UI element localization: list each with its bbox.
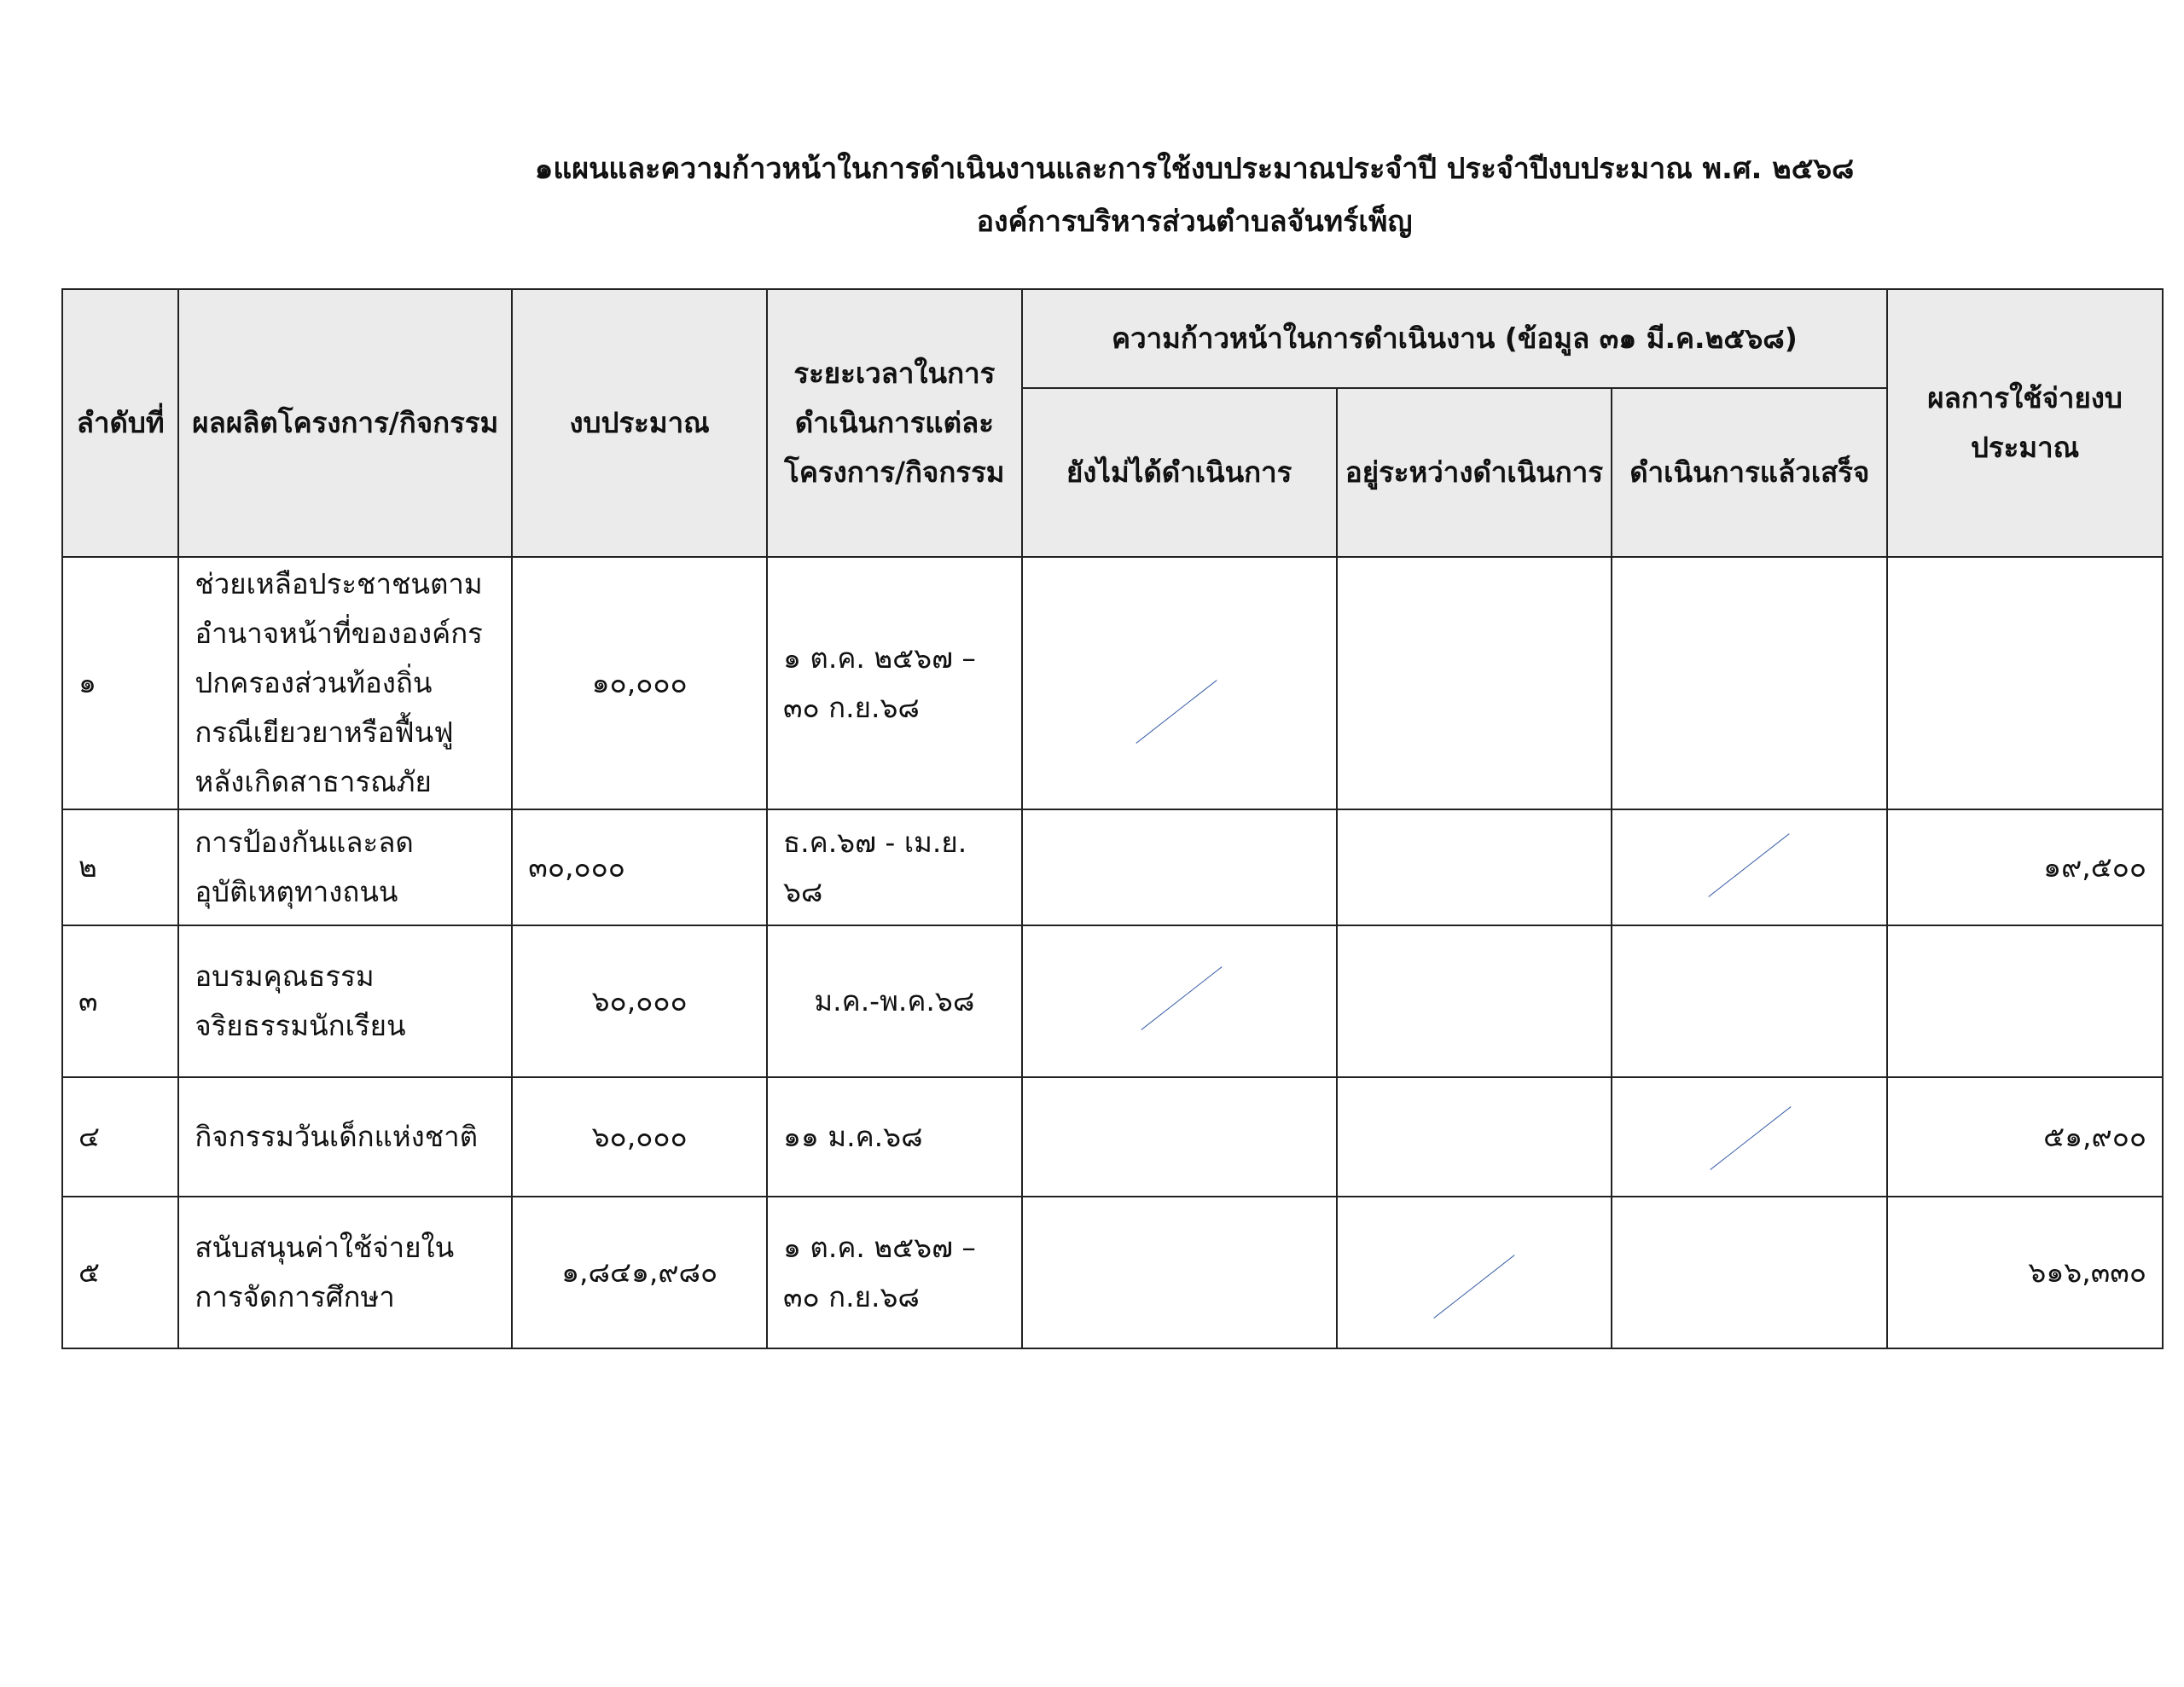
header-period: ระยะเวลาในการดำเนินการแต่ละโครงการ/กิจกรรม — [767, 289, 1022, 557]
header-project: ผลผลิตโครงการ/กิจกรรม — [178, 289, 512, 557]
status-completed-cell — [1612, 1077, 1887, 1197]
progress-table — [61, 288, 2164, 1349]
table-row — [62, 557, 2163, 809]
check-mark-icon — [1141, 966, 1222, 1030]
header-progress: ความก้าวหน้าในการดำเนินงาน (ข้อมูล ๓๑ มี.ค.๒๕๖๘) — [1022, 289, 1887, 388]
status-in-progress-cell — [1337, 809, 1612, 925]
document-title: ๑แผนและความก้าวหน้าในการดำเนินงานและการใช้งบประมาณประจำปี ประจำปีงบประมาณ พ.ศ. ๒๕๖๘ — [534, 152, 1855, 186]
row-order: ๓ — [62, 925, 178, 1077]
check-mark-icon — [1709, 833, 1790, 897]
table-row — [62, 1197, 2163, 1348]
row-spent: ๕๑,๙๐๐ — [1887, 1077, 2163, 1197]
status-in-progress-cell — [1337, 1197, 1612, 1348]
header-in-progress: อยู่ระหว่างดำเนินการ — [1337, 388, 1612, 557]
row-period: ม.ค.-พ.ค.๖๘ — [767, 925, 1022, 1077]
row-project: กิจกรรมวันเด็กแห่งชาติ — [178, 1077, 512, 1197]
status-not-started-cell — [1022, 809, 1337, 925]
status-completed-cell — [1612, 925, 1887, 1077]
header-completed: ดำเนินการแล้วเสร็จ — [1612, 388, 1887, 557]
row-spent — [1887, 925, 2163, 1077]
organization-name: องค์การบริหารส่วนตำบลจันทร์เพ็ญ — [976, 205, 1413, 239]
status-in-progress-cell — [1337, 925, 1612, 1077]
table-row — [62, 925, 2163, 1077]
row-spent — [1887, 557, 2163, 809]
status-not-started-cell — [1022, 557, 1337, 809]
row-period: ๑ ต.ค. ๒๕๖๗ – ๓๐ ก.ย.๖๘ — [767, 557, 1022, 809]
check-mark-icon — [1136, 680, 1217, 744]
row-order: ๕ — [62, 1197, 178, 1348]
row-project: ช่วยเหลือประชาชนตามอำนาจหน้าที่ขององค์กรปกครองส่วนท้องถิ่น กรณีเยียวยาหรือฟื้นฟูหลังเกิดสาธารณภัย — [178, 557, 512, 809]
header-order: ลำดับที่ — [62, 289, 178, 557]
row-order: ๑ — [62, 557, 178, 809]
status-in-progress-cell — [1337, 1077, 1612, 1197]
table-row — [62, 1077, 2163, 1197]
row-period: ๑ ต.ค. ๒๕๖๗ – ๓๐ ก.ย.๖๘ — [767, 1197, 1022, 1348]
row-spent: ๖๑๖,๓๓๐ — [1887, 1197, 2163, 1348]
row-order: ๔ — [62, 1077, 178, 1197]
status-completed-cell — [1612, 1197, 1887, 1348]
status-not-started-cell — [1022, 1197, 1337, 1348]
row-budget: ๑๐,๐๐๐ — [512, 557, 767, 809]
header-budget: งบประมาณ — [512, 289, 767, 557]
row-budget: ๖๐,๐๐๐ — [512, 1077, 767, 1197]
row-budget: ๓๐,๐๐๐ — [512, 809, 767, 925]
row-budget: ๑,๘๔๑,๙๘๐ — [512, 1197, 767, 1348]
status-not-started-cell — [1022, 1077, 1337, 1197]
check-mark-icon — [1433, 1255, 1514, 1319]
row-project: สนับสนุนค่าใช้จ่ายในการจัดการศึกษา — [178, 1197, 512, 1348]
status-in-progress-cell — [1337, 557, 1612, 809]
row-project: การป้องกันและลดอุบัติเหตุทางถนน — [178, 809, 512, 925]
row-spent: ๑๙,๕๐๐ — [1887, 809, 2163, 925]
row-project: อบรมคุณธรรม จริยธรรมนักเรียน — [178, 925, 512, 1077]
header-not-started: ยังไม่ได้ดำเนินการ — [1022, 388, 1337, 557]
row-budget: ๖๐,๐๐๐ — [512, 925, 767, 1077]
check-mark-icon — [1711, 1106, 1792, 1170]
row-order: ๒ — [62, 809, 178, 925]
status-not-started-cell — [1022, 925, 1337, 1077]
status-completed-cell — [1612, 557, 1887, 809]
row-period: ๑๑ ม.ค.๖๘ — [767, 1077, 1022, 1197]
table-row — [62, 809, 2163, 925]
status-completed-cell — [1612, 809, 1887, 925]
header-spent: ผลการใช้จ่ายงบประมาณ — [1887, 289, 2163, 557]
row-period: ธ.ค.๖๗ - เม.ย. ๖๘ — [767, 809, 1022, 925]
